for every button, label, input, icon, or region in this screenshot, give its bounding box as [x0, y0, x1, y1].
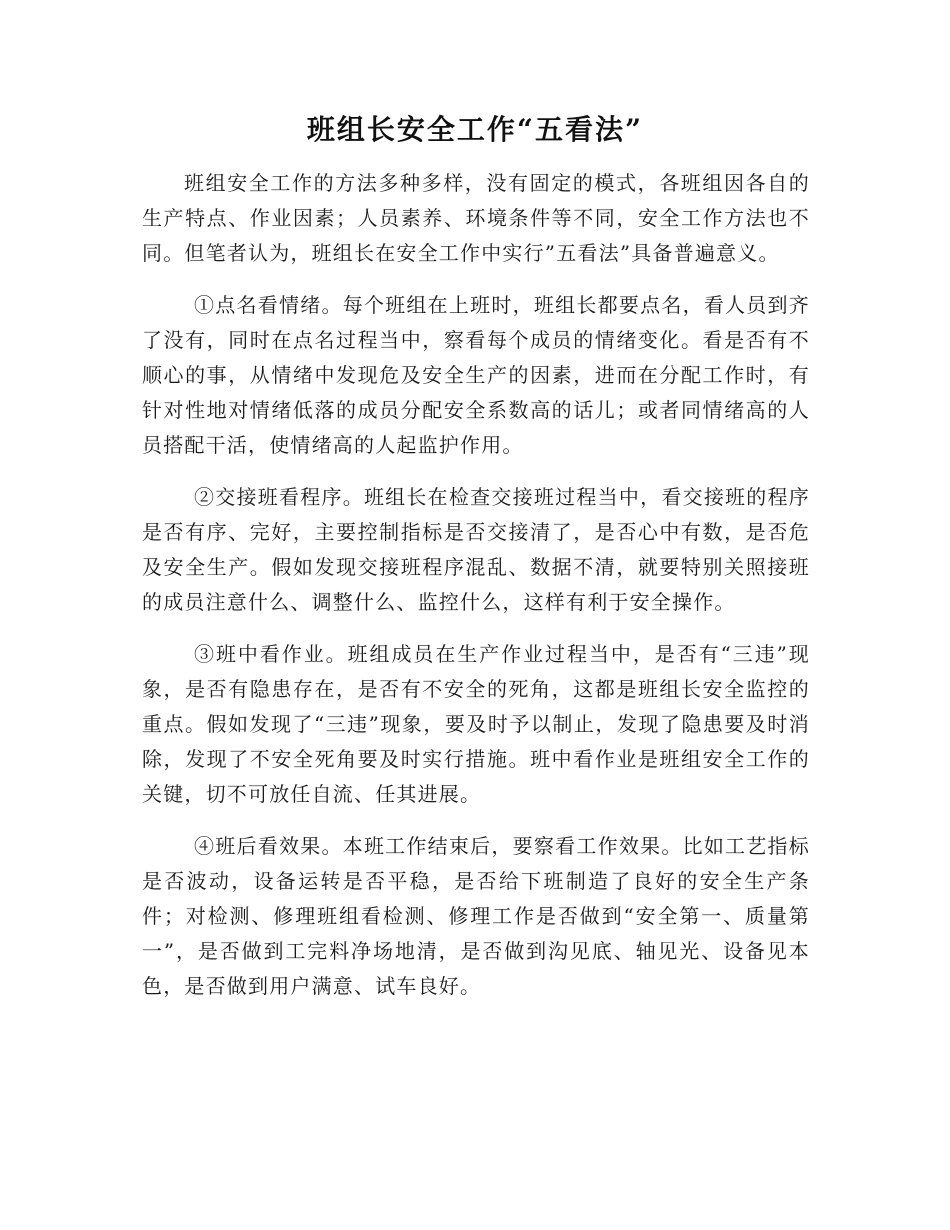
document-title: 班组长安全工作“五看法”	[306, 113, 644, 146]
point-2-paragraph: ②交接班看程序。班组长在检查交接班过程当中，看交接班的程序是否有序、完好，主要控制指标是否交接清了，是否心中有数，是否危及安全生产。假如发现交接班程序混乱、数据不清，就要特别关照接班的成员注意什么、调整什么、监控什么，这样有利于安全操作。	[142, 485, 810, 614]
point-4-paragraph: ④班后看效果。本班工作结束后，要察看工作效果。比如工艺指标是否波动，设备运转是否平稳，是否给下班制造了良好的安全生产条件；对检测、修理班组看检测、修理工作是否做到“安全第一、质量第一”，是否做到工完料净场地清，是否做到沟见底、轴见光、设备见本色，是否做到用户满意、试车良好。	[142, 834, 810, 998]
point-3-paragraph: ③班中看作业。班组成员在生产作业过程当中，是否有“三违”现象，是否有隐患存在，是否有不安全的死角，这都是班组长安全监控的重点。假如发现了“三违”现象，要及时予以制止，发现了隐患要及时消除，发现了不安全死角要及时实行措施。班中看作业是班组安全工作的关键，切不可放任自流、任其进展。	[142, 642, 810, 806]
point-1-paragraph: ①点名看情绪。每个班组在上班时，班组长都要点名，看人员到齐了没有，同时在点名过程当中，察看每个成员的情绪变化。看是否有不顺心的事，从情绪中发现危及安全生产的因素，进而在分配工作时，有针对性地对情绪低落的成员分配安全系数高的话儿；或者同情绪高的人员搭配干活，使情绪高的人起监护作用。	[142, 293, 810, 457]
document-body	[142, 166, 810, 1021]
intro-paragraph: 班组安全工作的方法多种多样，没有固定的模式，各班组因各自的生产特点、作业因素；人员素养、环境条件等不同，安全工作方法也不同。但笔者认为，班组长在安全工作中实行”五看法”具备普遍意义。	[142, 171, 810, 265]
